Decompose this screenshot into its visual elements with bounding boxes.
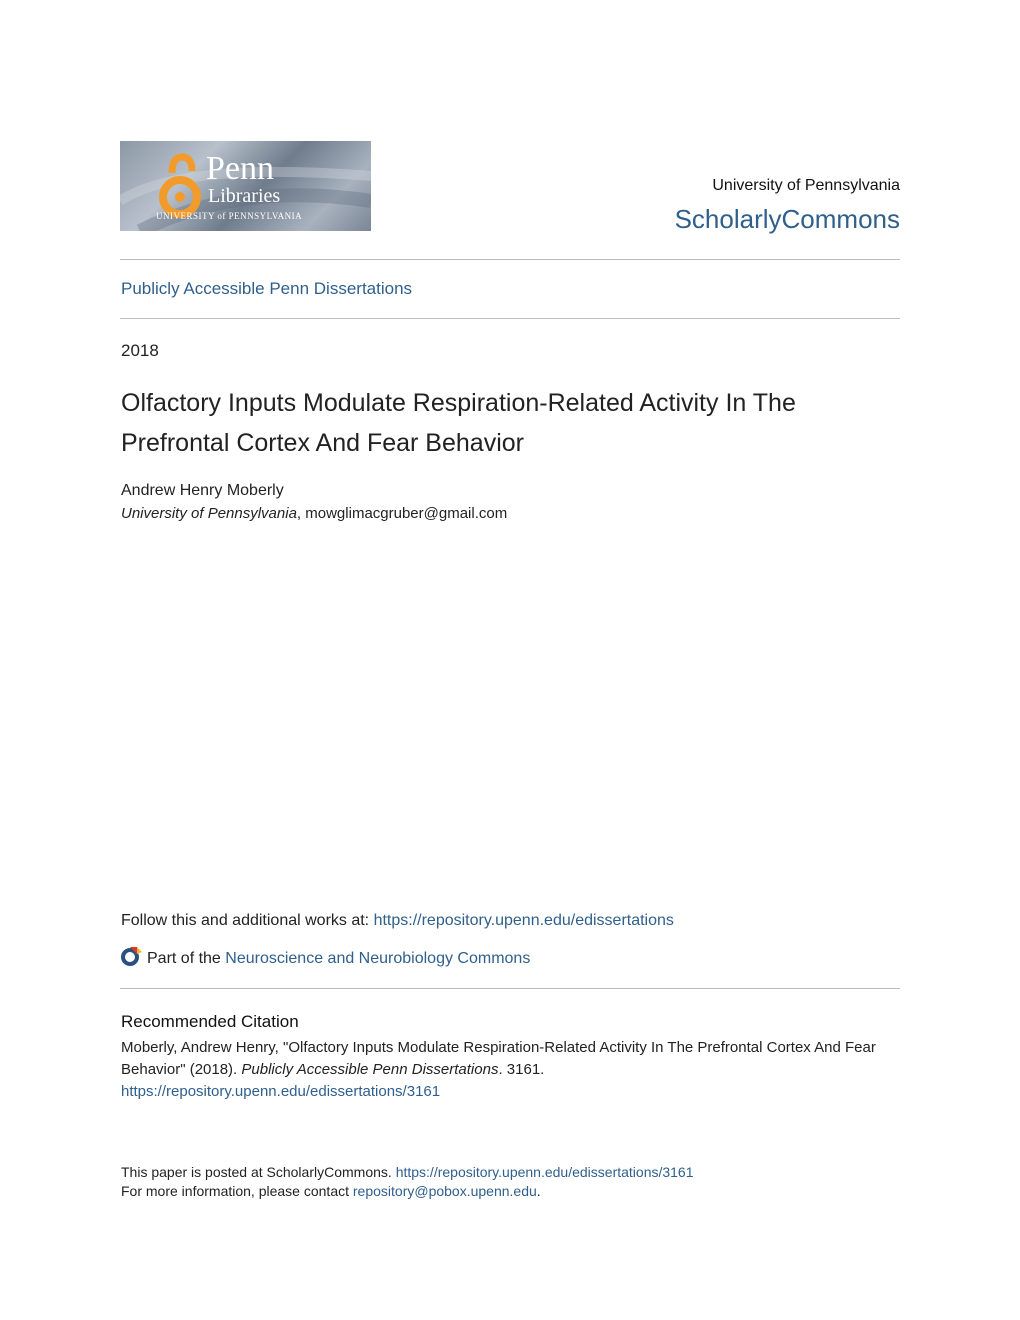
follow-label: Follow this and additional works at: bbox=[121, 912, 374, 929]
bepress-commons-icon bbox=[121, 946, 143, 971]
affiliation-name: University of Pennsylvania bbox=[121, 505, 297, 522]
follow-link[interactable]: https://repository.upenn.edu/edissertations bbox=[373, 912, 674, 929]
part-of-line bbox=[121, 946, 530, 971]
divider bbox=[120, 259, 900, 260]
logo-word-libraries: Libraries bbox=[208, 185, 281, 207]
posted-label: This paper is posted at ScholarlyCommons. bbox=[121, 1164, 396, 1180]
contact-label: For more information, please contact bbox=[121, 1183, 353, 1199]
logo-university-text: UNIVERSITY of PENNSYLVANIA bbox=[156, 211, 303, 221]
scholarlycommons-link[interactable]: ScholarlyCommons bbox=[674, 204, 900, 234]
author-email: mowglimacgruber@gmail.com bbox=[305, 505, 508, 522]
institution-name: University of Pennsylvania bbox=[712, 177, 900, 194]
citation-number: . 3161. bbox=[498, 1061, 545, 1078]
publication-year: 2018 bbox=[121, 341, 159, 360]
logo-word-penn: Penn bbox=[206, 150, 274, 187]
contact-end: . bbox=[536, 1183, 541, 1199]
part-of-label: Part of the bbox=[147, 950, 226, 967]
divider bbox=[120, 988, 900, 989]
citation-heading: Recommended Citation bbox=[121, 1012, 299, 1031]
follow-line bbox=[121, 912, 674, 930]
citation-body: Moberly, Andrew Henry, "Olfactory Inputs Modulate Respiration-Related Activity In The Prefrontal Cortex And Fear Behavior" (2018). bbox=[121, 1039, 876, 1078]
contact-email-link[interactable]: repository@pobox.upenn.edu bbox=[352, 1183, 537, 1199]
footer bbox=[121, 1163, 901, 1201]
author-affiliation: University of Pennsylvania, mowglimacgruber@gmail.com bbox=[121, 505, 508, 522]
divider bbox=[120, 318, 900, 319]
citation-link[interactable]: https://repository.upenn.edu/edissertations/3161 bbox=[121, 1083, 441, 1100]
posted-link[interactable]: https://repository.upenn.edu/edissertations/3161 bbox=[395, 1164, 694, 1180]
collection-link[interactable]: Publicly Accessible Penn Dissertations bbox=[121, 279, 413, 298]
penn-libraries-logo[interactable] bbox=[120, 141, 371, 231]
commons-link[interactable]: Neuroscience and Neurobiology Commons bbox=[225, 950, 531, 967]
citation-text bbox=[121, 1037, 901, 1103]
citation-journal: Publicly Accessible Penn Dissertations bbox=[241, 1061, 499, 1078]
author-name: Andrew Henry Moberly bbox=[121, 482, 284, 499]
paper-title: Olfactory Inputs Modulate Respiration-Related Activity In The Prefrontal Cortex And Fear Behavior bbox=[121, 389, 796, 457]
